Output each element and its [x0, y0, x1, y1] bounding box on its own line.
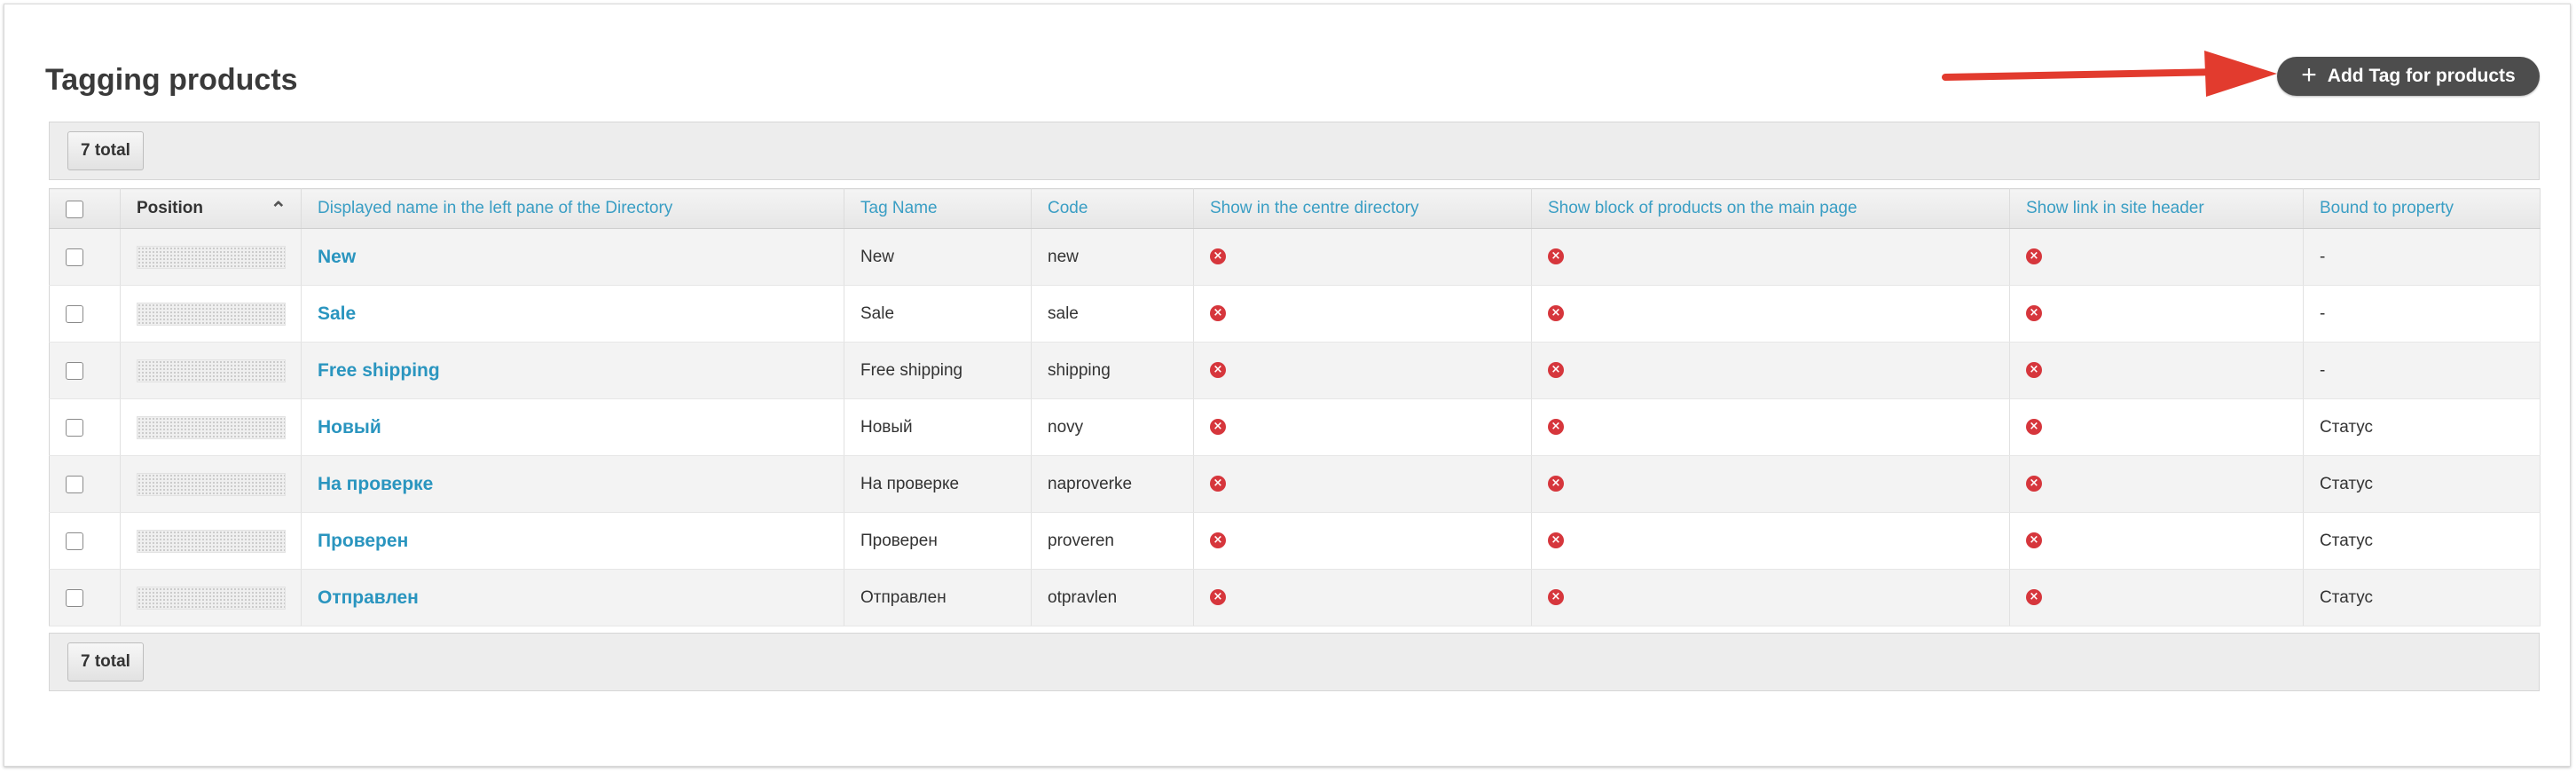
- red-x-circle-icon: ×: [2026, 362, 2042, 378]
- show-centre-cell: [1194, 570, 1532, 626]
- display-name-cell: [302, 343, 844, 399]
- table-row: [50, 399, 2541, 456]
- sort-ascending-icon[interactable]: ⌃: [270, 198, 287, 220]
- show-main-page-cell: [1532, 456, 2010, 513]
- show-header-link-cell: [2010, 286, 2304, 343]
- column-header-bound-property[interactable]: Bound to property: [2304, 189, 2541, 229]
- show-centre-cell: [1194, 399, 1532, 456]
- show-centre-cell: [1194, 513, 1532, 570]
- tag-name-cell: Проверен: [844, 513, 1032, 570]
- total-count-top[interactable]: 7 total: [67, 131, 144, 170]
- show-header-link-cell: [2010, 229, 2304, 286]
- tag-name-cell: Sale: [844, 286, 1032, 343]
- red-x-circle-icon: ×: [1210, 362, 1226, 378]
- position-cell: [121, 229, 302, 286]
- tag-name-link[interactable]: Проверен: [318, 530, 409, 551]
- display-name-cell: [302, 399, 844, 456]
- row-checkbox[interactable]: [66, 362, 83, 380]
- tag-name-link[interactable]: Отправлен: [318, 587, 419, 608]
- show-header-link-cell: [2010, 456, 2304, 513]
- row-checkbox-cell: [50, 343, 121, 399]
- row-checkbox[interactable]: [66, 248, 83, 266]
- drag-handle[interactable]: [137, 246, 286, 269]
- top-toolbar: [49, 122, 2540, 180]
- add-tag-button[interactable]: [2277, 57, 2540, 96]
- select-all-cell: [50, 189, 121, 229]
- column-header-display-name[interactable]: Displayed name in the left pane of the Directory: [302, 189, 844, 229]
- page-title: Tagging products: [45, 63, 298, 97]
- row-checkbox-cell: [50, 229, 121, 286]
- red-x-circle-icon: ×: [1210, 589, 1226, 605]
- row-checkbox[interactable]: [66, 305, 83, 323]
- table-row: [50, 229, 2541, 286]
- show-header-link-cell: [2010, 570, 2304, 626]
- display-name-cell: [302, 570, 844, 626]
- display-name-cell: [302, 456, 844, 513]
- tag-name-cell: Отправлен: [844, 570, 1032, 626]
- code-cell: sale: [1032, 286, 1194, 343]
- show-main-page-cell: [1532, 286, 2010, 343]
- drag-handle[interactable]: [137, 473, 286, 496]
- table-row: [50, 286, 2541, 343]
- red-x-circle-icon: ×: [1548, 589, 1564, 605]
- show-header-link-cell: [2010, 513, 2304, 570]
- tag-name-cell: New: [844, 229, 1032, 286]
- bound-property-cell: -: [2304, 343, 2541, 399]
- tag-name-cell: На проверке: [844, 456, 1032, 513]
- drag-handle[interactable]: [137, 416, 286, 439]
- red-x-circle-icon: ×: [2026, 532, 2042, 548]
- red-x-circle-icon: ×: [1210, 476, 1226, 492]
- red-x-circle-icon: ×: [1210, 532, 1226, 548]
- row-checkbox[interactable]: [66, 532, 83, 550]
- red-x-circle-icon: ×: [2026, 248, 2042, 264]
- bound-property-cell: -: [2304, 286, 2541, 343]
- row-checkbox[interactable]: [66, 589, 83, 607]
- tags-table: [49, 188, 2541, 626]
- column-header-show-main-page[interactable]: Show block of products on the main page: [1532, 189, 2010, 229]
- row-checkbox-cell: [50, 286, 121, 343]
- code-cell: proveren: [1032, 513, 1194, 570]
- code-cell: otpravlen: [1032, 570, 1194, 626]
- show-main-page-cell: [1532, 399, 2010, 456]
- red-x-circle-icon: ×: [1210, 248, 1226, 264]
- column-header-position[interactable]: Position ⌃: [121, 189, 302, 229]
- add-tag-button-label: Add Tag for products: [2327, 66, 2516, 86]
- table-row: [50, 456, 2541, 513]
- table-header-row: [50, 189, 2541, 229]
- row-checkbox-cell: [50, 513, 121, 570]
- display-name-cell: [302, 229, 844, 286]
- page-frame: [4, 4, 2571, 767]
- drag-handle[interactable]: [137, 587, 286, 610]
- drag-handle[interactable]: [137, 359, 286, 382]
- bottom-toolbar: [49, 633, 2540, 691]
- tag-name-link[interactable]: Новый: [318, 416, 381, 437]
- column-header-code[interactable]: Code: [1032, 189, 1194, 229]
- show-header-link-cell: [2010, 399, 2304, 456]
- red-x-circle-icon: ×: [1548, 362, 1564, 378]
- red-x-circle-icon: ×: [1548, 419, 1564, 435]
- position-cell: [121, 286, 302, 343]
- drag-handle[interactable]: [137, 303, 286, 326]
- plus-icon: +: [2301, 60, 2317, 90]
- tag-name-link[interactable]: New: [318, 246, 357, 267]
- table-row: [50, 513, 2541, 570]
- show-main-page-cell: [1532, 570, 2010, 626]
- column-header-show-centre[interactable]: Show in the centre directory: [1194, 189, 1532, 229]
- show-centre-cell: [1194, 456, 1532, 513]
- display-name-cell: [302, 286, 844, 343]
- code-cell: naproverke: [1032, 456, 1194, 513]
- column-header-tag-name[interactable]: Tag Name: [844, 189, 1032, 229]
- tag-name-cell: Free shipping: [844, 343, 1032, 399]
- bound-property-cell: Статус: [2304, 570, 2541, 626]
- red-x-circle-icon: ×: [1210, 305, 1226, 321]
- red-x-circle-icon: ×: [2026, 305, 2042, 321]
- annotation-arrow: [1938, 40, 2284, 102]
- red-x-circle-icon: ×: [1548, 476, 1564, 492]
- row-checkbox-cell: [50, 456, 121, 513]
- show-main-page-cell: [1532, 343, 2010, 399]
- tag-name-cell: Новый: [844, 399, 1032, 456]
- show-main-page-cell: [1532, 513, 2010, 570]
- row-checkbox-cell: [50, 570, 121, 626]
- bound-property-cell: Статус: [2304, 399, 2541, 456]
- red-x-circle-icon: ×: [2026, 419, 2042, 435]
- red-x-circle-icon: ×: [1210, 419, 1226, 435]
- position-cell: [121, 456, 302, 513]
- code-cell: new: [1032, 229, 1194, 286]
- code-cell: shipping: [1032, 343, 1194, 399]
- red-x-circle-icon: ×: [1548, 248, 1564, 264]
- display-name-cell: [302, 513, 844, 570]
- red-x-circle-icon: ×: [1548, 532, 1564, 548]
- position-cell: [121, 570, 302, 626]
- bound-property-cell: -: [2304, 229, 2541, 286]
- show-centre-cell: [1194, 229, 1532, 286]
- show-centre-cell: [1194, 343, 1532, 399]
- table-row: [50, 343, 2541, 399]
- row-checkbox-cell: [50, 399, 121, 456]
- row-checkbox[interactable]: [66, 419, 83, 437]
- show-centre-cell: [1194, 286, 1532, 343]
- show-header-link-cell: [2010, 343, 2304, 399]
- column-header-show-header-link[interactable]: Show link in site header: [2010, 189, 2304, 229]
- bound-property-cell: Статус: [2304, 513, 2541, 570]
- drag-handle[interactable]: [137, 530, 286, 553]
- red-x-circle-icon: ×: [1548, 305, 1564, 321]
- tag-name-link[interactable]: Free shipping: [318, 359, 440, 381]
- position-cell: [121, 399, 302, 456]
- red-x-circle-icon: ×: [2026, 589, 2042, 605]
- row-checkbox[interactable]: [66, 476, 83, 493]
- select-all-checkbox[interactable]: [66, 201, 83, 218]
- tag-name-link[interactable]: На проверке: [318, 473, 434, 494]
- table-row: [50, 570, 2541, 626]
- code-cell: novy: [1032, 399, 1194, 456]
- tag-name-link[interactable]: Sale: [318, 303, 357, 324]
- position-cell: [121, 513, 302, 570]
- position-cell: [121, 343, 302, 399]
- show-main-page-cell: [1532, 229, 2010, 286]
- bound-property-cell: Статус: [2304, 456, 2541, 513]
- red-x-circle-icon: ×: [2026, 476, 2042, 492]
- total-count-bottom[interactable]: 7 total: [67, 642, 144, 681]
